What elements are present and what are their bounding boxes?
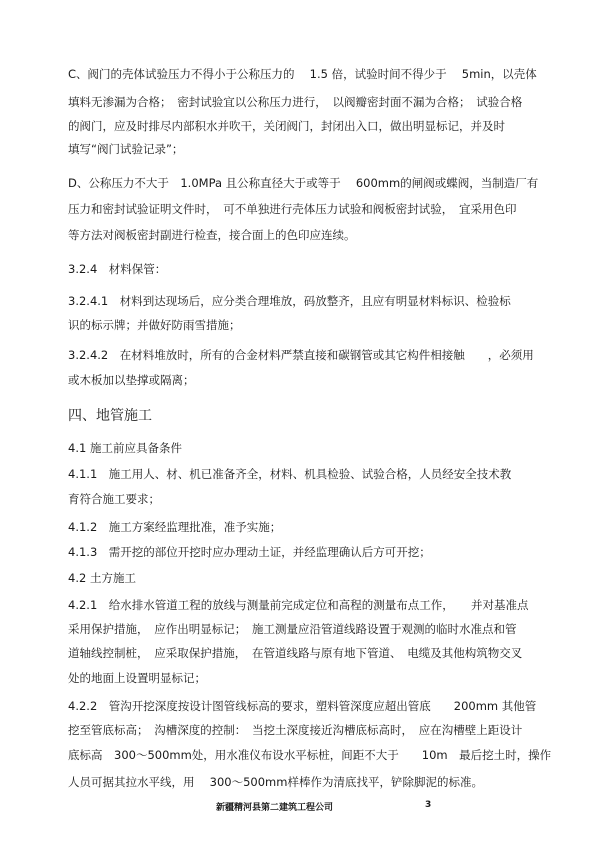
section-heading: 四、地管施工 <box>68 408 152 424</box>
text-line: 4.1.3 需开挖的部位开挖时应办理动土证，并经监理确认后方可开挖； <box>68 545 431 559</box>
text-line: D、公称压力不大于 1.0MPa 且公称直径大于或等于 600mm的闸阀或蝶阀，当制造厂有 <box>68 176 539 190</box>
text-line: 的阀门，应及时排尽内部积水并吹干，关闭阀门，封闭出入口，做出明显标记，并及时 <box>68 119 505 133</box>
text-line: 道轴线控制桩， 应采取保护措施， 在管道线路与原有地下管道、 电缆及其他构筑物交叉 <box>68 646 523 660</box>
text-line: 人员可据其拉水平线，用 300～500mm样棒作为清底找平，铲除脚泥的标准。 <box>68 775 483 789</box>
text-line: 3.2.4.2 在材料堆放时，所有的合金材料严禁直接和碳钢管或其它构件相接触 ，必须用 <box>68 348 534 362</box>
text-line: 4.1.2 施工方案经监理批准，准予实施； <box>68 520 282 534</box>
text-line: 4.2.2 管沟开挖深度按设计图管线标高的要求，塑料管深度应超出管底 200mm 其他管 <box>68 699 537 713</box>
subsection-heading: 3.2.4 材料保管： <box>68 262 167 276</box>
text-line: 等方法对阀板密封副进行检查，接合面上的色印应连续。 <box>68 228 356 242</box>
text-line: 识的标示牌；并做好防雨雪措施； <box>68 318 241 332</box>
text-line: 或木板加以垫撑或隔离； <box>68 373 195 387</box>
text-line: 填料无渗漏为合格； 密封试验宜以公称压力进行， 以阀瓣密封面不漏为合格； 试验合格 <box>68 95 523 109</box>
text-line: 填写“阀门试验记录”； <box>68 142 184 156</box>
footer-company-name: 新疆精河县第二建筑工程公司 <box>216 803 334 813</box>
subsection-heading: 4.1 施工前应具备条件 <box>68 441 182 455</box>
subsection-heading: 4.2 土方施工 <box>68 571 136 585</box>
text-line: 4.1.1 施工用人、材、机已准备齐全，材料、机具检验、试验合格，人员经安全技术教 <box>68 467 512 481</box>
text-line: 底标高 300～500mm处，用水准仪布设水平标桩，间距不大于 10m 最后挖土时，操作 <box>68 748 552 762</box>
text-line: C、阀门的壳体试验压力不得小于公称压力的 1.5 倍，试验时间不得少于 5min，以壳体 <box>68 67 537 81</box>
text-line: 压力和密封试验证明文件时， 可不单独进行壳体压力试验和阀板密封试验， 宜采用色印 <box>68 202 517 216</box>
text-line: 挖至管底标高； 沟槽深度的控制： 当挖土深度接近沟槽底标高时， 应在沟槽壁上距设计 <box>68 723 523 737</box>
text-line: 采用保护措施， 应作出明显标记； 施工测量应沿管道线路设置于观测的临时水准点和管 <box>68 622 517 636</box>
text-line: 4.2.1 给水排水管道工程的放线与测量前完成定位和高程的测量布点工作， 并对基准点 <box>68 598 529 612</box>
text-line: 处的地面上设置明显标记； <box>68 671 206 685</box>
page-number: 3 <box>425 800 432 810</box>
text-line: 3.2.4.1 材料到达现场后，应分类合理堆放，码放整齐，且应有明显材料标识、检验标 <box>68 294 511 308</box>
text-line: 育符合施工要求； <box>68 492 160 506</box>
